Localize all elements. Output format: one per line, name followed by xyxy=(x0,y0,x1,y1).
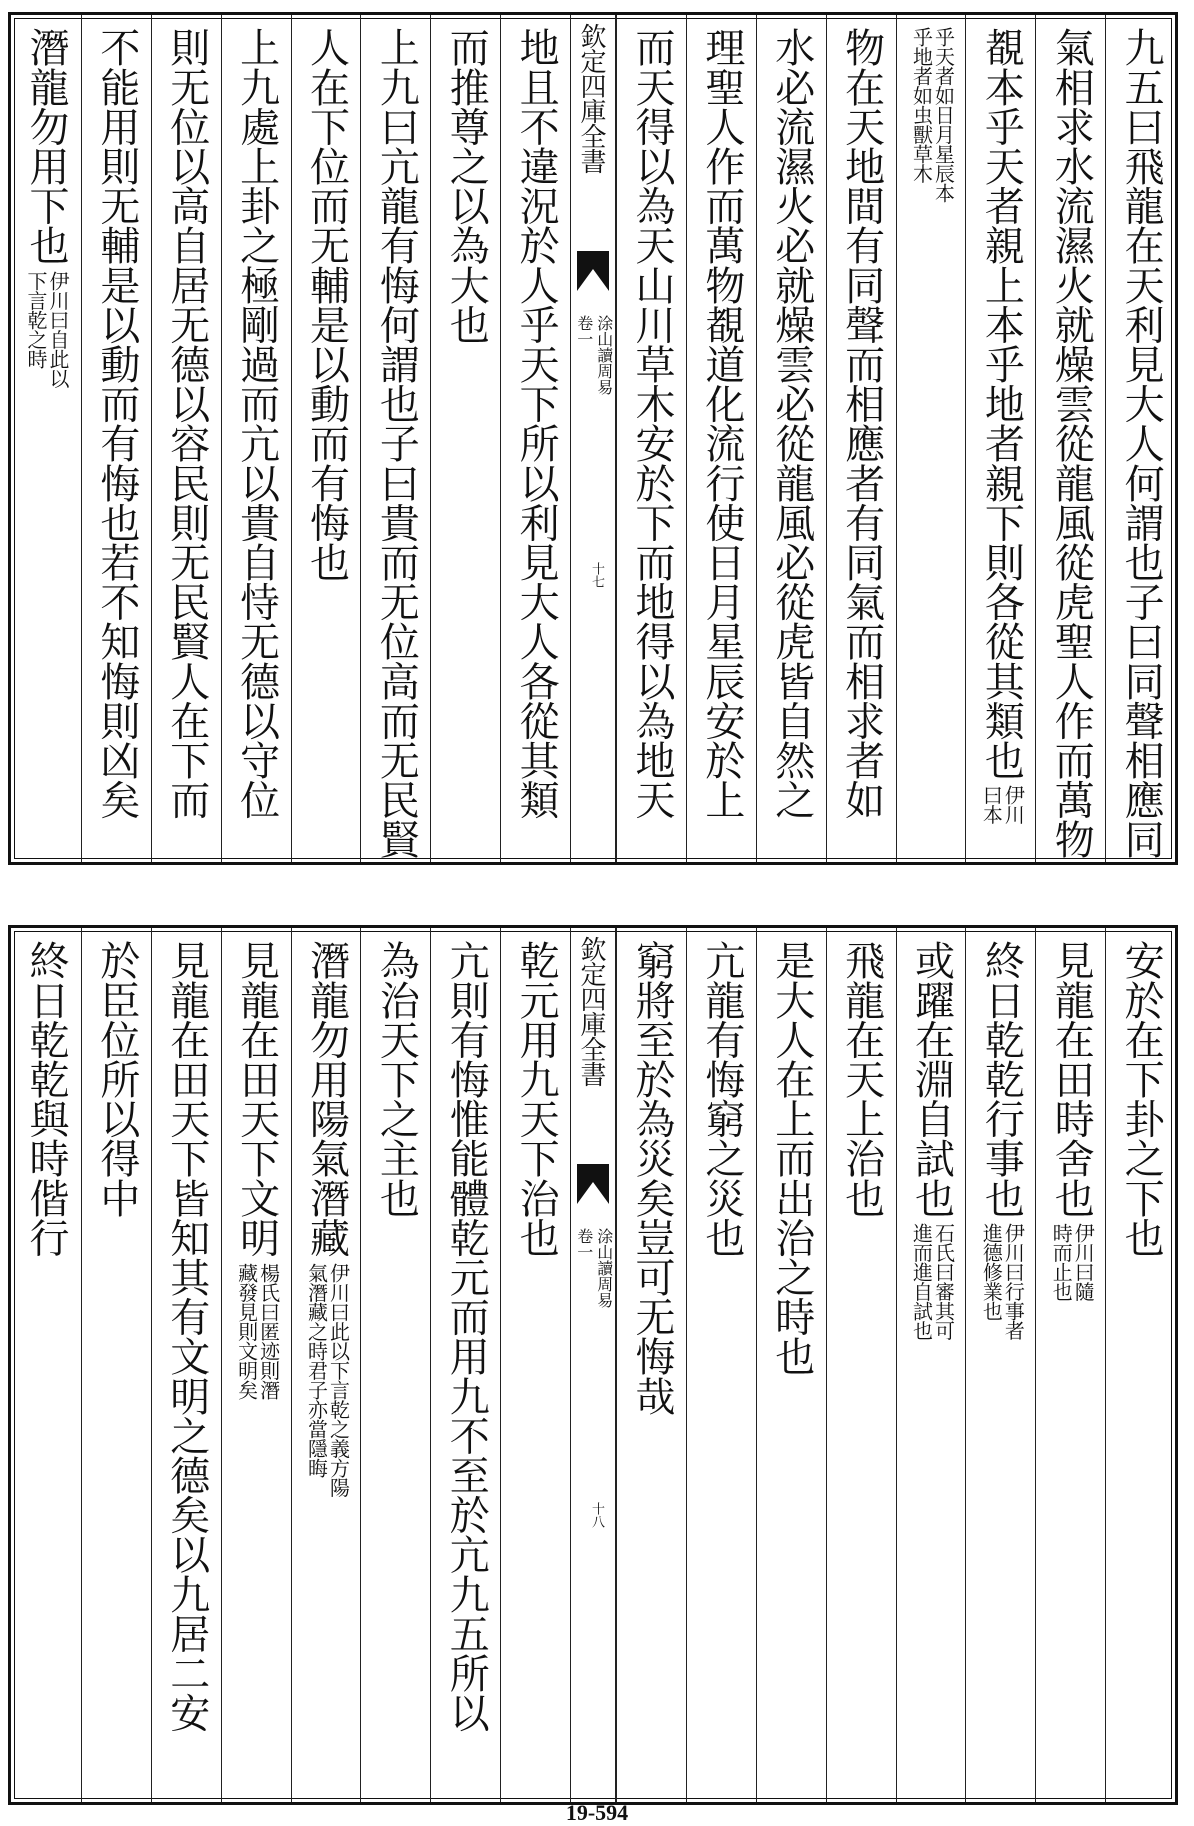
text-column xyxy=(896,15,966,862)
text-column xyxy=(430,15,500,862)
annotation-note: 伊川曰隨 xyxy=(1071,1223,1096,1302)
text-column xyxy=(756,15,826,862)
main-text: 潛龍勿用下也 xyxy=(22,27,69,265)
main-text: 或躍在淵自試也 xyxy=(908,940,955,1218)
text-column xyxy=(965,15,1035,862)
text-column xyxy=(81,15,151,862)
chapter-label: 卷一 xyxy=(574,1228,594,1260)
book-title: 欽定四庫全書 xyxy=(576,936,606,1086)
text-column xyxy=(11,15,81,862)
text-column xyxy=(826,928,896,1802)
center-strip xyxy=(570,15,616,862)
folio-number: 十八 xyxy=(589,1502,604,1528)
folio-number: 十七 xyxy=(589,562,604,588)
main-text: 物在天地間有同聲而相應者有同氣而相求者如 xyxy=(838,27,885,820)
chapter-label: 涂山讀周易 xyxy=(594,315,614,395)
main-text: 終日乾乾行事也 xyxy=(978,940,1025,1218)
annotation-note: 曰本 xyxy=(979,785,1004,825)
main-text: 則无位以高自居无德以容民則无民賢人在下而 xyxy=(163,27,210,820)
annotation-note: 乎天者如日月星辰本 xyxy=(931,27,956,203)
text-column xyxy=(291,15,361,862)
text-column xyxy=(500,928,570,1802)
text-column xyxy=(1035,15,1105,862)
main-text: 於臣位所以得中 xyxy=(93,940,140,1218)
text-column xyxy=(360,928,430,1802)
text-column xyxy=(151,15,221,862)
main-text: 亢則有悔惟能體乾元而用九不至於亢九五所以 xyxy=(443,940,490,1733)
fishtail-mark-icon xyxy=(577,251,609,291)
main-text: 窮將至於為災矣豈可无悔哉 xyxy=(628,940,675,1416)
main-text: 人在下位而无輔是以動而有悔也 xyxy=(303,27,350,582)
main-text: 而天得以為天山川草木安於下而地得以為地天 xyxy=(628,27,675,820)
main-text: 覩本乎天者親上本乎地者親下則各從其類也 xyxy=(978,27,1025,780)
annotation-note: 藏發見則文明矣 xyxy=(234,1262,259,1400)
page-number: 19-594 xyxy=(565,1800,629,1825)
text-column xyxy=(11,928,81,1802)
text-column xyxy=(686,928,756,1802)
text-column xyxy=(81,928,151,1802)
book-title: 欽定四庫全書 xyxy=(576,23,606,173)
main-text: 見龍在田天下皆知其有文明之德矣以九居二安 xyxy=(163,940,210,1733)
text-column xyxy=(896,928,966,1802)
annotation-note: 伊川曰此以下言乾之義方陽 xyxy=(326,1262,351,1497)
main-text: 為治天下之主也 xyxy=(373,940,420,1218)
text-column xyxy=(616,928,686,1802)
annotation-note: 伊川 xyxy=(1001,785,1026,825)
top-page-panel xyxy=(8,12,1178,865)
bottom-page-panel xyxy=(8,925,1178,1805)
main-text: 上九處上卦之極剛過而亢以貴自恃无德以守位 xyxy=(233,27,280,820)
text-column xyxy=(1035,928,1105,1802)
main-text: 不能用則无輔是以動而有悔也若不知悔則凶矣 xyxy=(93,27,140,820)
main-text: 九五曰飛龍在天利見大人何謂也子曰同聲相應同 xyxy=(1118,27,1165,859)
text-column xyxy=(360,15,430,862)
main-text: 亢龍有悔窮之災也 xyxy=(698,940,745,1257)
main-text: 氣相求水流濕火就燥雲從龍風從虎聖人作而萬物 xyxy=(1048,27,1095,859)
text-column xyxy=(686,15,756,862)
text-column xyxy=(151,928,221,1802)
main-text: 而推尊之以為大也 xyxy=(443,27,490,344)
annotation-note: 下言乾之時 xyxy=(23,270,48,369)
text-column xyxy=(965,928,1035,1802)
center-strip xyxy=(570,928,616,1802)
annotation-note: 楊氏曰匿迹則潛 xyxy=(256,1262,281,1400)
main-text: 安於在下卦之下也 xyxy=(1118,940,1165,1257)
chapter-label: 涂山讀周易 xyxy=(594,1228,614,1308)
main-text: 地且不違況於人乎天下所以利見大人各從其類 xyxy=(513,27,560,820)
fishtail-mark-icon xyxy=(577,1164,609,1204)
text-column xyxy=(826,15,896,862)
main-text: 潛龍勿用陽氣潛藏 xyxy=(303,940,350,1257)
main-text: 上九曰亢龍有悔何謂也子曰貴而无位高而无民賢 xyxy=(373,27,420,859)
text-column xyxy=(1105,928,1175,1802)
main-text: 理聖人作而萬物覩道化流行使日月星辰安於上 xyxy=(698,27,745,820)
chapter-label: 卷一 xyxy=(574,315,594,347)
main-text: 水必流濕火必就燥雲必從龍風必從虎皆自然之 xyxy=(768,27,815,820)
main-text: 乾元用九天下治也 xyxy=(513,940,560,1257)
annotation-note: 伊川曰自此以 xyxy=(45,270,70,388)
text-column xyxy=(221,15,291,862)
text-column xyxy=(221,928,291,1802)
main-text: 見龍在田時舍也 xyxy=(1048,940,1095,1218)
annotation-note: 進而進自試也 xyxy=(909,1223,934,1341)
annotation-note: 石氏曰審其可 xyxy=(931,1223,956,1341)
annotation-note: 伊川曰行事者 xyxy=(1001,1223,1026,1341)
text-column xyxy=(291,928,361,1802)
main-text: 是大人在上而出治之時也 xyxy=(768,940,815,1376)
text-column xyxy=(756,928,826,1802)
main-text: 見龍在田天下文明 xyxy=(233,940,280,1257)
main-text: 終日乾乾與時偕行 xyxy=(22,940,69,1257)
main-text: 飛龍在天上治也 xyxy=(838,940,885,1218)
annotation-note: 進德修業也 xyxy=(979,1223,1004,1321)
annotation-note: 時而止也 xyxy=(1049,1223,1074,1302)
text-column xyxy=(430,928,500,1802)
text-column xyxy=(1105,15,1175,862)
annotation-note: 乎地者如虫獸草木 xyxy=(909,27,934,183)
annotation-note: 氣潛藏之時君子亦當隱晦 xyxy=(304,1262,329,1478)
text-column xyxy=(500,15,570,862)
text-column xyxy=(616,15,686,862)
